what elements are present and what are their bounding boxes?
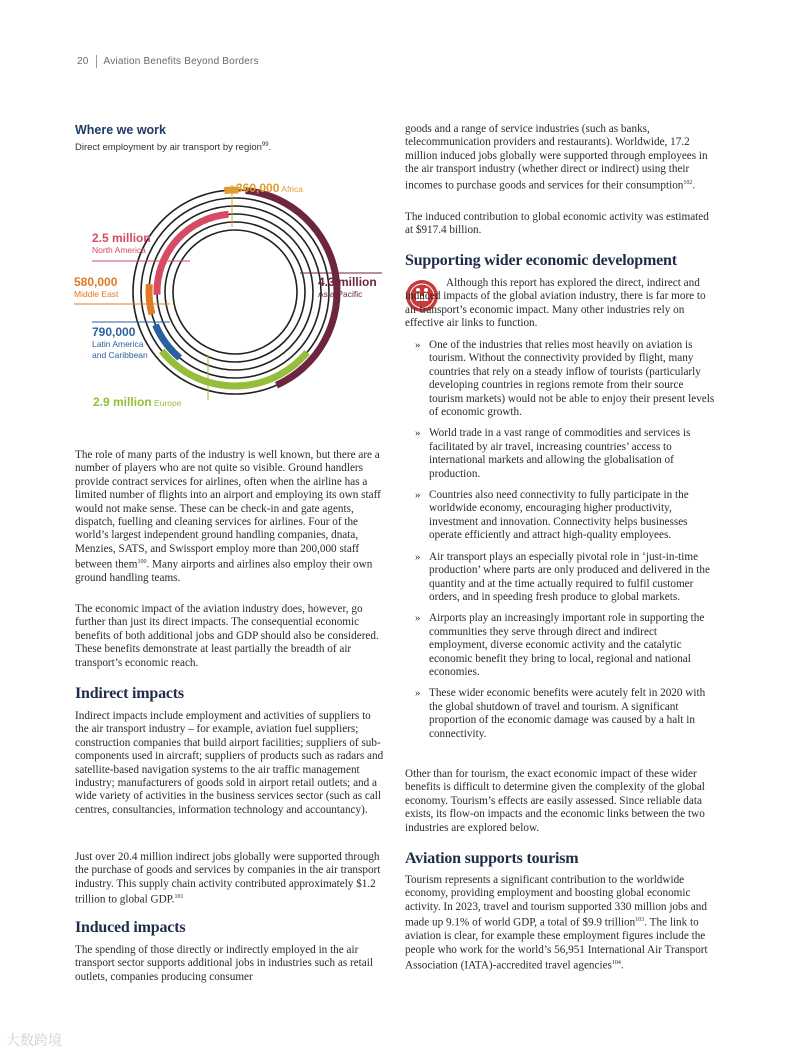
right-paragraph-5 <box>405 874 717 973</box>
chart-subtitle: Direct employment by air transport by region$^{99}$. <box>75 142 272 154</box>
heading-wider-economic-development: Supporting wider economic development <box>405 252 677 269</box>
header-divider <box>96 55 97 68</box>
left-p4-ref: 101 <box>174 894 184 901</box>
left-p1-ref: 100 <box>137 559 147 566</box>
page-header <box>77 55 259 68</box>
right-p5-ref: 103 <box>635 917 645 924</box>
chart-ring <box>165 222 305 362</box>
chart-ring <box>173 230 297 354</box>
chart-arcs <box>149 190 337 386</box>
wider-benefit-bullet: » Airports play an increasingly important role in supporting the communities they serve through direct and indirect employment, diverse economic activity and the catalytic economic benefit they bring to local, regional and national economies. <box>421 612 715 679</box>
right-p1-text: goods and a range of service industries (such as banks, telecommunication providers and restaurants). Worldwide, 17.2 million induced jobs globally were supported through employees in the air transport industry (whether direct or indirect) using their incomes to purchase goods and services for their consumption <box>405 123 708 192</box>
right-paragraph-4: Other than for tourism, the exact economic impact of these wider benefits is difficult to determine given the complexity of the global economy. Tourism’s effects are easily assessed. Since reliable data exists, its flow-on impacts and the economic links between the two industries are explored below. <box>405 768 705 834</box>
chart-arc-middle-east <box>149 284 152 314</box>
watermark-logo: 大数跨境 <box>6 1033 62 1049</box>
chart-label-europe: 2.9 million Europe <box>93 395 182 409</box>
right-paragraph-1 <box>405 123 717 193</box>
chart-subtitle-ref: 99 <box>261 142 269 148</box>
right-p1-tail: . <box>692 179 696 192</box>
heading-aviation-supports-tourism: Aviation supports tourism <box>405 850 579 867</box>
wider-benefit-bullet: » Air transport plays an especially pivotal role in ‘just-in-time production’ where parts are only produced and delivered in the quantity and at the time actually required to fulfil customer orders, and in speeding fresh produce to global markets. <box>421 551 715 605</box>
chart-label-latin-america-and-caribbean: 790,000 Latin America and Caribbean <box>92 325 148 360</box>
left-paragraph-5: The spending of those directly or indirectly employed in the air transport sector supports additional jobs in industries such as retail outlets, companies producing consumer <box>75 944 373 983</box>
chart-subtitle-text: Direct employment by air transport by region <box>75 142 262 154</box>
left-p1-tail: . Many airports and airlines also employ their own ground handling teams. <box>75 558 373 585</box>
left-p1-text: The role of many parts of the industry is well known, but there are a number of players who are not quite so visible. Ground handlers provide contract services for airlines, often when the airline has a limited number of flights into an airport and employing its own staff would not make sense. These can be check-in and gate agents, dispatch, fuelling and cleaning services for airlines. Four of the world’s largest independent ground handling companies, dnata, Menzies, SATS, and Swissport employ more than 200,000 staff between them <box>75 449 381 571</box>
left-paragraph-2: The economic impact of the aviation industry does, however, go further than just its direct impacts. The consequential economic benefits of both additional jobs and GDP should also be considered. These benefits demonstrate at least partially the breadth of air transport’s economic reach. <box>75 603 379 669</box>
chart-label-middle-east: 580,000 Middle East <box>74 275 119 299</box>
right-p5-text: Tourism represents a significant contribution to the worldwide economy, providing employment and boosting global economic activity. In 2023, travel and tourism supported 330 million jobs and made up 9.1% of world GDP, a total of $9.9 trillion <box>405 874 707 929</box>
heading-induced-impacts: Induced impacts <box>75 919 186 936</box>
wider-benefit-bullet: » One of the industries that relies most heavily on aviation is tourism. Without the connectivity provided by flight, many countries that rely on a steady inflow of tourists (particularly developing countries in regions remote from their source tourism markets) would not be able to enjoy their present levels of economic growth. <box>421 339 715 419</box>
wider-benefit-bullet: » These wider economic benefits were acutely felt in 2020 with the global shutdown of travel and tourism. A significant proportion of the economic damage was caused by a halt in connectivity. <box>421 687 715 741</box>
left-paragraph-1 <box>75 449 385 586</box>
heading-indirect-impacts: Indirect impacts <box>75 685 184 702</box>
left-p4-text: Just over 20.4 million indirect jobs globally were supported through the purchase of goods and services by companies in the air transport industry. This supply chain activity contributed approximately $1.2 trillion to global GDP. <box>75 851 381 906</box>
right-paragraph-2: The induced contribution to global economic activity was estimated at $917.4 billion. <box>405 211 709 237</box>
wider-benefits-list <box>421 339 715 749</box>
page-number: 20 <box>77 56 89 68</box>
right-p5-tail: . <box>620 959 624 972</box>
left-paragraph-3: Indirect impacts include employment and activities of suppliers to the air transport industry – for example, aviation fuel suppliers; construction companies that build airport facilities; suppliers of sub-components used in aircraft; suppliers of products such as radars and satellite-based navigation systems to the air traffic management industry; manufacturers of goods sold in airport retail outlets; and a wide variety of activities in the business services sector (such as call centres, consultancies, information technology and accountancy). <box>75 710 384 816</box>
right-paragraph-3 <box>405 277 717 331</box>
employment-donut-chart <box>60 165 400 415</box>
left-paragraph-4 <box>75 851 385 907</box>
chart-label-africa: 360,000 Africa <box>236 181 304 195</box>
chart-label-north-america: 2.5 million North America <box>92 231 151 255</box>
wider-benefit-bullet: » World trade in a vast range of commodities and services is facilitated by air travel, increasing countries’ access to international markets and allowing the globalisation of production. <box>421 427 715 481</box>
chart-label-asia-pacific: 4.3 million Asia-Pacific <box>318 275 377 299</box>
right-p1-ref: 102 <box>683 179 693 186</box>
chart-title: Where we work <box>75 123 166 137</box>
right-p5-ref2: 104 <box>611 960 621 967</box>
wider-benefit-bullet: » Countries also need connectivity to fully participate in the worldwide economy, encouraging higher productivity, investment and innovation. Connectivity helps businesses operate efficiently and attract high-quality employees. <box>421 489 715 543</box>
report-title: Aviation Benefits Beyond Borders <box>103 56 259 68</box>
right-p3-text: Although this report has explored the direct, indirect and induced impacts of the global aviation industry, there is far more to air transport’s economic impact. Many other industries rely on effective air links to function. <box>405 277 706 330</box>
right-p5-mid: . The link to aviation is clear, for example these employment figures include the people who work for the world’s 56,951 International Air Transport Association (IATA)-accredited travel agencies <box>405 916 708 972</box>
